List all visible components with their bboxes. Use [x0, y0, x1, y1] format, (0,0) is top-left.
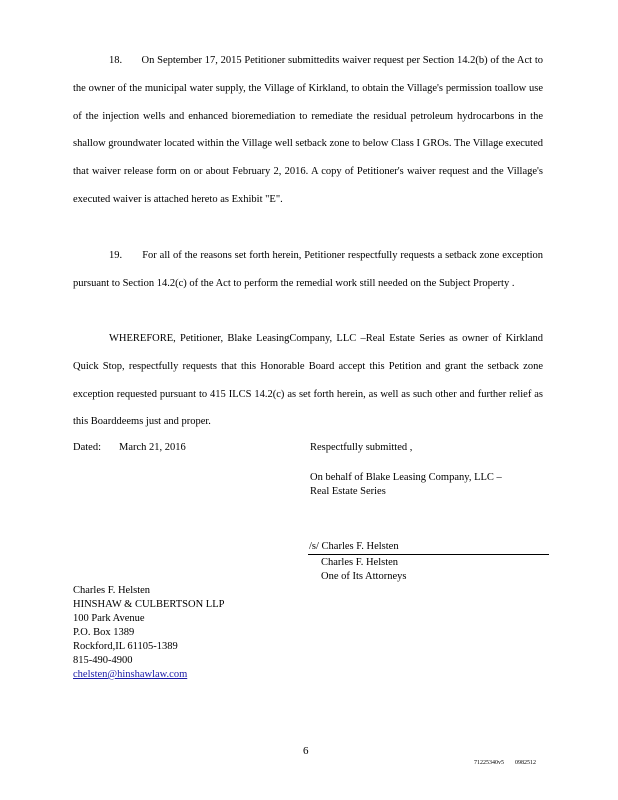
firm-name: HINSHAW & CULBERTSON LLP: [73, 599, 225, 610]
wherefore-paragraph: [73, 325, 543, 436]
paragraph-text: For all of the reasons set forth herein, Petitioner respectfully requests a setback zone exception pursuant to Section 14.2(c) of the Act to perform the remedial work still needed on the Subject Property .: [73, 250, 544, 289]
dated-value: March 21, 2016: [119, 442, 186, 453]
document-id: 71225340v5: [474, 760, 504, 766]
paragraph-text: WHEREFORE, Petitioner, Blake LeasingCompany, LLC –Real Estate Series as owner of Kirkland Quick Stop, respectfully requests that this Honorable Board accept this Petition and grant the setback zone exception requested pursuant to 415 ILCS 14.2(c) as set forth herein, as well as such other and further relief as this Boarddeems just and proper.: [73, 333, 543, 428]
paragraph-text: On September 17, 2015 Petitioner submittedits waiver request per Section 14.2(b) of the Act to the owner of the municipal water supply, the Village of Kirkland, to obtain the Village's permission toallow use of the injection wells and enhanced bioremediation to remediate the residual petroleum hydrocarbons in the shallow groundwater located within the Village well setback zone to below Class I GROs. The Village executed that waiver release form on or about February 2, 2016. A copy of Petitioner's waiver request and the Village's executed waiver is attached hereto as Exhibit "E".: [73, 55, 543, 205]
page-number: 6: [303, 745, 309, 757]
paragraph-number: 19.: [109, 250, 123, 261]
paragraph-19: [73, 242, 543, 298]
electronic-signature: /s/ Charles F. Helsten: [309, 541, 399, 552]
street-address: 100 Park Avenue: [73, 613, 145, 624]
signature-line: [308, 554, 549, 555]
respectfully-submitted: Respectfully submitted ,: [310, 442, 413, 453]
city-state-zip: Rockford,IL 61105-1389: [73, 641, 178, 652]
signer-name: Charles F. Helsten: [321, 557, 399, 568]
dated-label: Dated:: [73, 442, 101, 453]
email-link[interactable]: chelsten@hinshawlaw.com: [73, 669, 188, 680]
signer-role: One of Its Attorneys: [321, 571, 407, 582]
on-behalf-line-2: Real Estate Series: [310, 486, 386, 497]
on-behalf-block: [310, 471, 502, 499]
attorney-contact-block: [73, 584, 224, 682]
paragraph-18: [73, 47, 543, 214]
phone-number: 815-490-4900: [73, 655, 133, 666]
attorney-name: Charles F. Helsten: [73, 585, 151, 596]
paragraph-number: 18.: [109, 55, 123, 66]
on-behalf-line-1: On behalf of Blake Leasing Company, LLC –: [310, 472, 502, 483]
po-box: P.O. Box 1389: [73, 627, 135, 638]
document-code: 0982512: [515, 760, 536, 766]
signer-block: [321, 556, 406, 584]
